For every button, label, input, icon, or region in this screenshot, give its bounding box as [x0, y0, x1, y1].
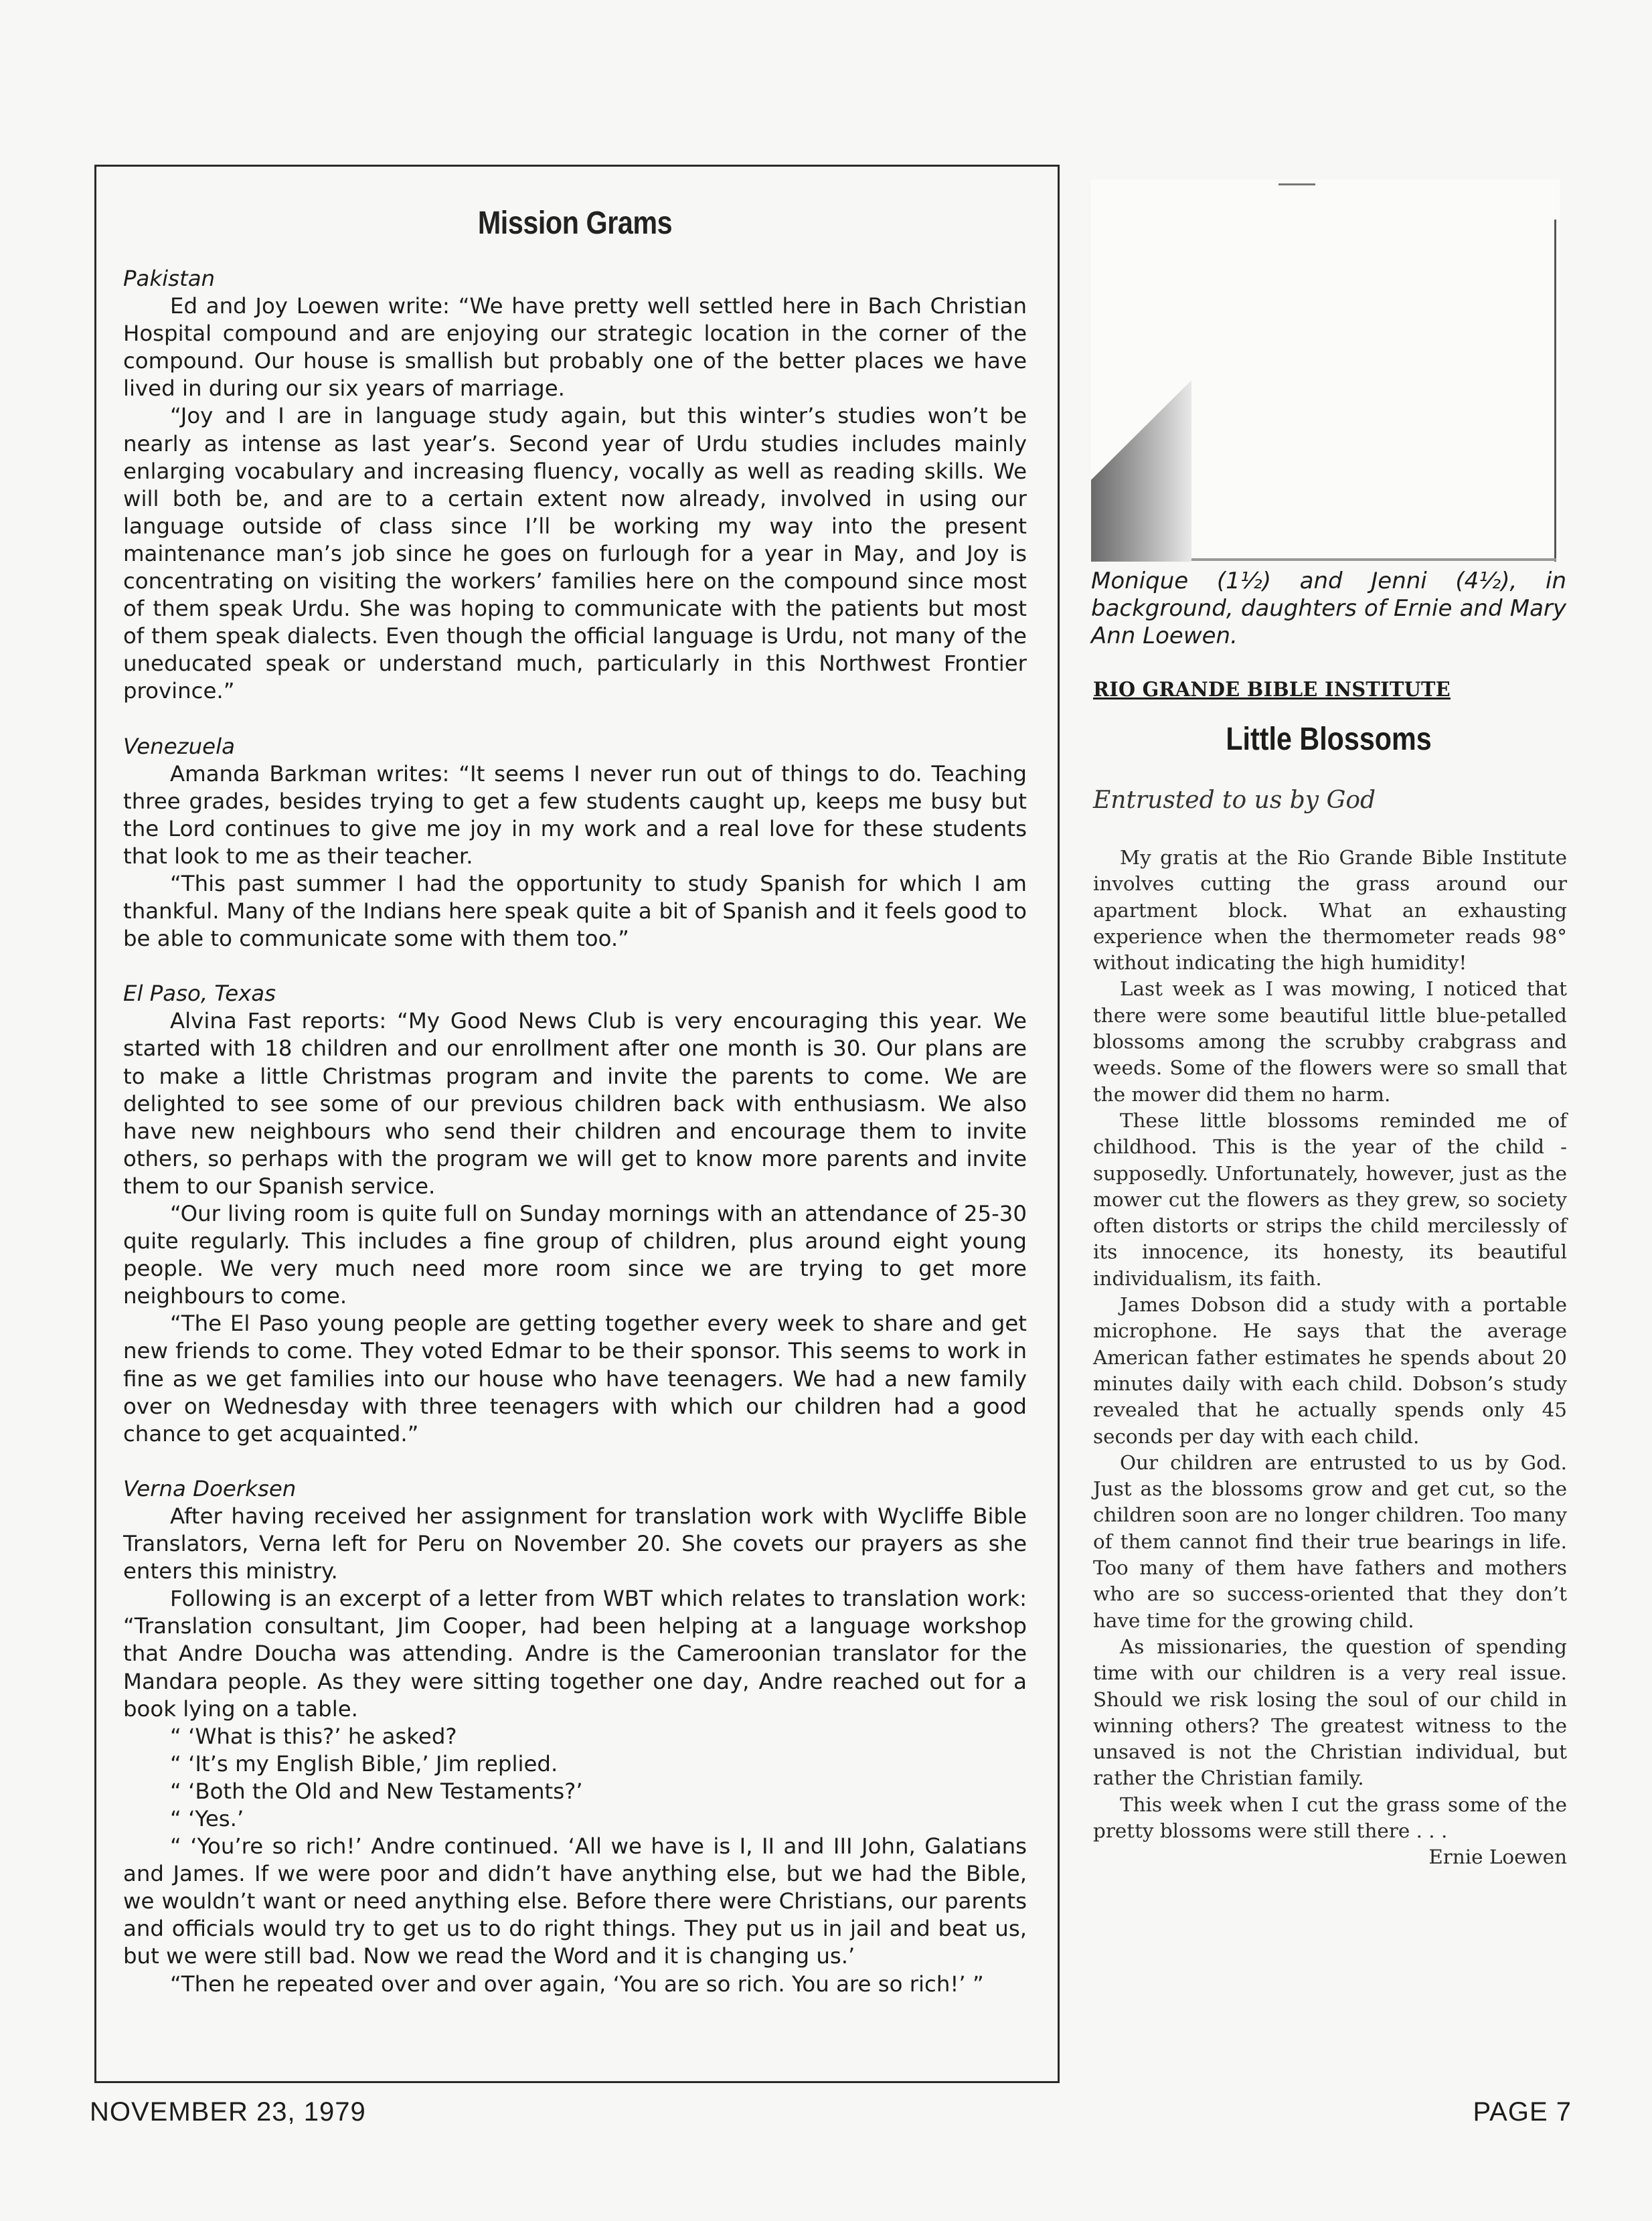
article-body: [1093, 845, 1567, 1871]
family-photo: [1091, 179, 1560, 562]
mission-grams-title: Mission Grams: [477, 205, 673, 241]
section-el-paso: [123, 980, 1027, 1448]
paragraph: This week when I cut the grass some of the pretty blossoms were still there . . .: [1093, 1793, 1567, 1842]
paragraph: “Joy and I are in language study again, but this winter’s studies won’t be nearly as intense as last year’s. Second year of Urdu studies includes mainly enlarging vocabulary and increasing fluency, vocally as well as reading skills. We will both be, and are to a certain extent now already, involved in using our language outside of class since I’ll be working my way into the present maintenance man’s job since he goes on furlough for a year in May, and Joy is concentrating on visiting the workers’ families here on the compound since most of them speak Urdu. She was hoping to communicate with the patients but most of them speak dialects. Even though the official language is Urdu, not many of the uneducated speak or understand much, particularly in this Northwest Frontier province.”: [123, 403, 1027, 704]
paragraph: As missionaries, the question of spending time with our children is a very real issue. Should we risk losing the soul of our child in winning others? The greatest witness to the unsaved is not the Christian individual, but rather the Christian family.: [1093, 1635, 1567, 1790]
photo-caption: Monique (1½) and Jenni (4½), in background, daughters of Ernie and Mary Ann Loewen.: [1091, 568, 1566, 649]
paragraph: “Our living room is quite full on Sunday mornings with an attendance of 25-30 quite regularly. This includes a fine group of children, plus around eight young people. We very much need more room since we are trying to get more neighbours to come.: [123, 1201, 1027, 1309]
paragraph: “The El Paso young people are getting together every week to share and get new friends to come. They voted Edmar to be their sponsor. This seems to work in fine as we get families into our house who have teenagers. We had a new family over on Wednesday with three teenagers with which our children had a good chance to get acquainted.”: [123, 1311, 1027, 1447]
paragraph: James Dobson did a study with a portable microphone. He says that the average American father estimates he spends about 20 minutes daily with each child. Dobson’s study revealed that he actually spends only 45 seconds per day with each child.: [1093, 1293, 1567, 1448]
paragraph: “ ‘It’s my English Bible,’ Jim replied.: [170, 1750, 558, 1777]
section-pakistan: [123, 265, 1027, 706]
mission-grams-box: [94, 165, 1060, 2083]
paragraph: Last week as I was mowing, I noticed that there were some beautiful little blue-petalled blossoms among the scrubby crabgrass and weeds. Some of the flowers were so small that the mower did them no harm.: [1093, 977, 1567, 1106]
article-kicker: RIO GRANDE BIBLE INSTITUTE: [1093, 678, 1451, 702]
paragraph: My gratis at the Rio Grande Bible Institute involves cutting the grass around our apartment block. What an exhausting experience when the thermometer reads 98° without indicating the high humidity!: [1093, 846, 1567, 975]
paragraph: “ ‘Both the Old and New Testaments?’: [170, 1778, 583, 1804]
article-signature: Ernie Loewen: [1428, 1845, 1567, 1869]
paragraph: Alvina Fast reports: “My Good News Club is very encouraging this year. We started with 18 children and our enrollment after one month is 30. Our plans are to make a little Christmas program and invite the parents to come. We are delighted to see some of our previous children back with enthusiasm. We also have new neighbours who send their children and encourage them to invite others, so perhaps with the program we will get to know more parents and invite them to our Spanish service.: [123, 1008, 1027, 1199]
section-verna-doerksen: [123, 1475, 1027, 1998]
footer-page-number: PAGE 7: [1473, 2097, 1572, 2127]
section-location: Verna Doerksen: [123, 1475, 297, 1501]
photo-shadow: [1091, 380, 1191, 562]
article-subtitle: Entrusted to us by God: [1093, 787, 1376, 814]
paragraph: Amanda Barkman writes: “It seems I never run out of things to do. Teaching three grades, besides trying to get a few students caught up, keeps me busy but the Lord continues to give me joy in my work and a real love for these students that look to me as their teacher.: [123, 760, 1027, 869]
paragraph: “ ‘You’re so rich!’ Andre continued. ‘All we have is I, II and III John, Galatians and James. If we were poor and didn’t have anything else, but we had the Bible, we wouldn’t want or need anything else. Before there were Christians, our parents and officials would try to get us to do right things. They put us in jail and beat us, but we were still bad. Now we read the Word and it is changing us.’: [123, 1833, 1027, 1969]
paragraph: “Then he repeated over and over again, ‘You are so rich. You are so rich!’ ”: [170, 1971, 984, 1997]
paragraph: Following is an excerpt of a letter from WBT which relates to translation work: “Translation consultant, Jim Cooper, had been helping at a language workshop that Andre Doucha was attending. Andre is the Cameroonian translator for the Mandara people. As they were sitting together one day, Andre reached out for a book lying on a table.: [123, 1586, 1027, 1722]
paragraph: After having received her assignment for translation work with Wycliffe Bible Translators, Verna left for Peru on November 20. She covets our prayers as she enters this ministry.: [123, 1503, 1027, 1584]
footer-date: NOVEMBER 23, 1979: [90, 2097, 366, 2127]
paragraph: “This past summer I had the opportunity to study Spanish for which I am thankful. Many of the Indians here speak quite a bit of Spanish and it feels good to be able to communicate some with them too.”: [123, 870, 1027, 952]
section-location: El Paso, Texas: [123, 981, 276, 1007]
photo-mark: [1278, 183, 1315, 185]
paragraph: “ ‘What is this?’ he asked?: [170, 1723, 457, 1749]
section-location: Venezuela: [123, 733, 235, 759]
article-title: Little Blossoms: [1226, 722, 1432, 757]
paragraph: “ ‘Yes.’: [170, 1805, 244, 1831]
paragraph: Ed and Joy Loewen write: “We have pretty well settled here in Bach Christian Hospital compound and are enjoying our strategic location in the corner of the compound. Our house is smallish but probably one of the better places we have lived in during our six years of marriage.: [123, 293, 1027, 402]
section-location: Pakistan: [123, 266, 216, 291]
paragraph: These little blossoms reminded me of childhood. This is the year of the child - supposedly. Unfortunately, however, just as the mower cut the flowers as they grew, so society often distorts or strips the child mercilessly of its innocence, its honesty, its beautiful individualism, its faith.: [1093, 1108, 1567, 1290]
photo-edge: [1554, 220, 1556, 562]
photo-bottom-edge: [1191, 558, 1556, 561]
paragraph: Our children are entrusted to us by God. Just as the blossoms grow and get cut, so the children soon are no longer children. Too many of them cannot find their true bearings in life. Too many of them have fathers and mothers who are so success-oriented that they don’t have time for the growing child.: [1093, 1451, 1567, 1632]
section-venezuela: [123, 733, 1027, 953]
